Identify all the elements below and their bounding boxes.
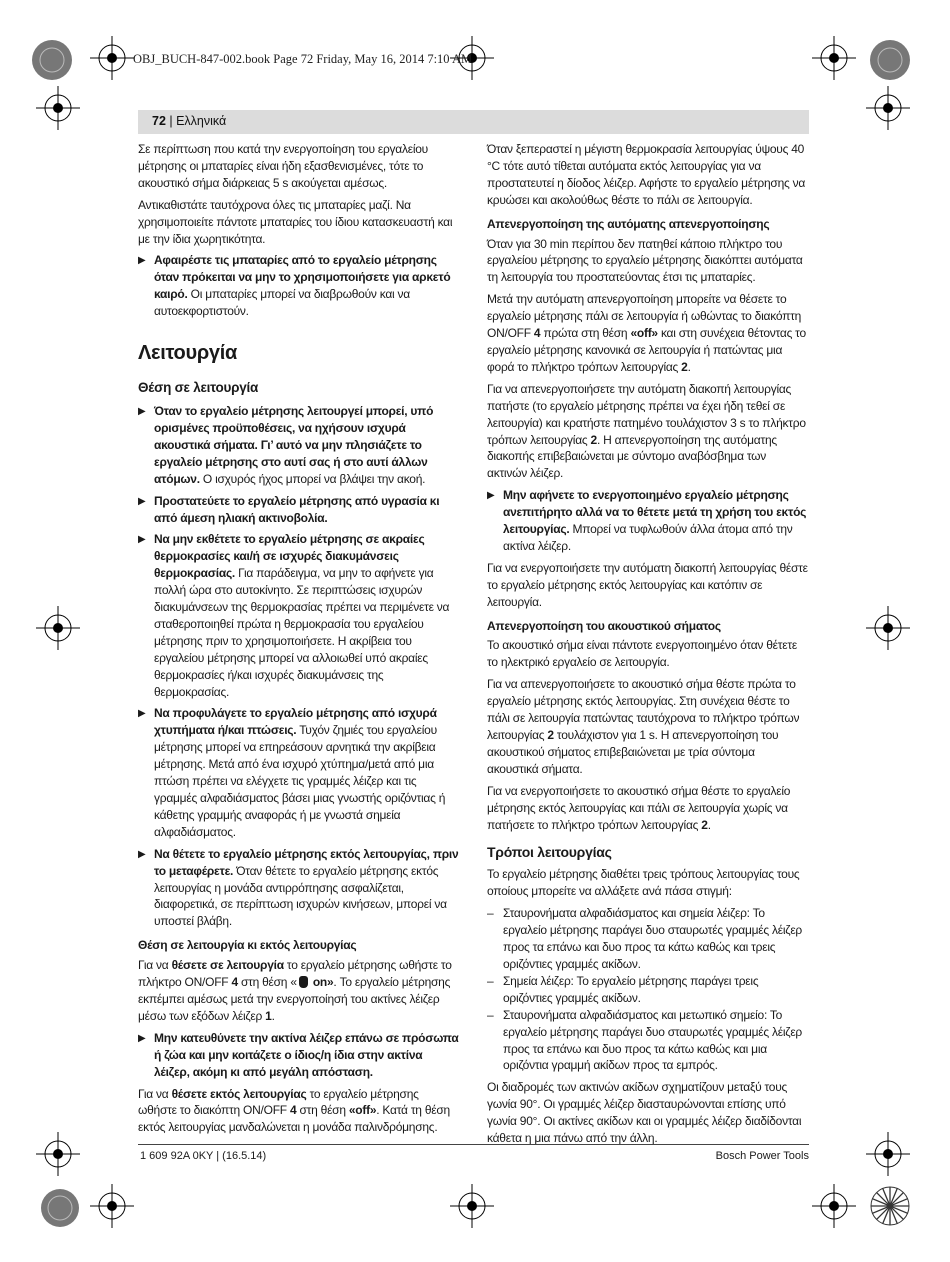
paragraph: Αντικαθιστάτε ταυτόχρονα όλες τις μπαταρίες μαζί. Να χρησιμοποιείτε πάντοτε μπαταρίες του ίδιου κατασκευαστή και με την ίδια χωρητικότητα. xyxy=(138,197,453,246)
paragraph: Για να θέσετε εκτός λειτουργίας το εργαλείο μέτρησης ωθήστε το διακόπτη ON/OFF 4 στη θέση «off». Κατά τη θέση εκτός λειτουργίας μανδαλώνεται η μονάδα παλινδρόμησης. xyxy=(138,1086,450,1135)
bullet-triangle-icon: ▶ xyxy=(138,406,146,418)
bullet-triangle-icon: ▶ xyxy=(138,534,146,546)
crosshair-mark-bottom-right-icon xyxy=(812,1184,856,1228)
list-item: – Σταυρονήματα αλφαδιάσματος και σημεία λέιζερ: Το εργαλείο μέτρησης παράγει δυο σταυρωτές γραμμές λέιζερ προς τα επάνω και δυο προς τα κάτω καθώς και τρεις οριζόντιες γραμμές ακίδων. xyxy=(487,906,802,971)
registration-mark-top-left-icon xyxy=(30,38,74,82)
subsection-title: Θέση σε λειτουργία κι εκτός λειτουργίας xyxy=(138,938,357,953)
print-slug: OBJ_BUCH-847-002.book Page 72 Friday, May 16, 2014 7:10 AM xyxy=(133,52,473,66)
subsection-title: Θέση σε λειτουργία xyxy=(138,380,259,396)
page-number: 72 xyxy=(152,114,166,128)
crosshair-mark-left-bottom-icon xyxy=(36,1132,80,1176)
paragraph: Οι διαδρομές των ακτινών ακίδων σχηματίζουν μεταξύ τους γωνία 90°. Οι γραμμές λέιζερ διασταυρώνονται επίσης υπό γωνία 90°. Οι ακτίνες ακίδων και οι γραμμές λέιζερ διαδίδονται κάθετα η μια πάνω από την άλλη. xyxy=(487,1080,802,1146)
footer-brand: Bosch Power Tools xyxy=(715,1150,809,1162)
left-column xyxy=(138,141,460,1141)
list-item: – Σταυρονήματα αλφαδιάσματος και μετωπικό σημείο: Το εργαλείο μέτρησης παράγει δυο σταυρωτές γραμμές λέιζερ προς τα επάνω και δυο προς τα κάτω καθώς και μια οριζόντια γραμμή ακίδων προς τα εμπρός. xyxy=(487,1007,802,1073)
crosshair-mark-top-right-icon xyxy=(812,36,856,80)
paragraph: Σε περίπτωση που κατά την ενεργοποίηση του εργαλείου μέτρησης οι μπαταρίες είναι ήδη εξασθενισμένες, τότε το ακουστικό σήμα διάρκειας 5 s ακούγεται αμέσως. xyxy=(138,142,428,190)
paragraph: Όταν ξεπεραστεί η μέγιστη θερμοκρασία λειτουργίας ύψους 40 °C τότε αυτό τίθεται αυτόματα εκτός λειτουργίας για να προστατευτεί η δίοδος λέιζερ. Αφήστε το εργαλείο μέτρησης να κρυώσει και ακολούθως θέστε το πάλι σε λειτουργία. xyxy=(487,142,806,207)
warning-bullet: ▶ Όταν το εργαλείο μέτρησης λειτουργεί μπορεί, υπό ορισμένες προϋποθέσεις, να ηχήσουν ισχυρά ακουστικά σήματα. Γι’ αυτό να μην πλησιάζετε το εργαλείο μέτρησης στο αυτί σας ή στο αυτί άλλων ατόμων. Ο ισχυρός ήχος μπορεί να βλάψει την ακοή. xyxy=(138,404,434,486)
crosshair-mark-right-middle-icon xyxy=(866,606,910,650)
paragraph: Για να ενεργοποιήσετε την αυτόματη διακοπή λειτουργίας θέστε το εργαλείο μέτρησης εκτός λειτουργίας και κατόπιν σε λειτουργία. xyxy=(487,560,808,609)
crosshair-mark-right-bottom-icon xyxy=(866,1132,910,1176)
bullet-triangle-icon: ▶ xyxy=(138,1032,146,1044)
paragraph: Μετά την αυτόματη απενεργοποίηση μπορείτε να θέσετε το εργαλείο μέτρησης πάλι σε λειτουργία ή ωθώντας το διακόπτη ON/OFF 4 πρώτα στη θέση «off» και στη συνέχεια θέτοντας το εργαλείο μέτρησης κανονικά σε λειτουργία ή πατώντας μια φορά το πλήκτρο τρόπων λειτουργίας 2. xyxy=(487,292,806,374)
paragraph: Το εργαλείο μέτρησης διαθέτει τρεις τρόπους λειτουργίας τους οποίους μπορείτε να αλλάξετε ανά πάσα στιγμή: xyxy=(487,867,800,899)
crosshair-mark-left-middle-icon xyxy=(36,606,80,650)
warning-bullet: ▶ Μην κατευθύνετε την ακτίνα λέιζερ επάνω σε πρόσωπα ή ζώα και μην κοιτάζετε ο ίδιος/η ίδια στην ακτίνα λέιζερ, ακόμη κι από μεγάλη απόσταση. xyxy=(138,1030,459,1079)
section-title: Λειτουργία xyxy=(138,342,237,365)
subsection-title: Τρόποι λειτουργίας xyxy=(487,844,612,861)
crosshair-mark-bottom-left-icon xyxy=(90,1184,134,1228)
subsection-title: Απενεργοποίηση της αυτόματης απενεργοποίησης xyxy=(487,216,770,231)
hand-icon xyxy=(299,976,308,988)
page-header-bar xyxy=(138,110,809,134)
crosshair-mark-left-top-icon xyxy=(36,86,80,130)
footer-doc-number: 1 609 92A 0KY | (16.5.14) xyxy=(140,1150,267,1162)
warning-bullet: ▶ Να θέτετε το εργαλείο μέτρησης εκτός λειτουργίας, πριν το μεταφέρετε. Όταν θέτετε το εργαλείο μέτρησης εκτός λειτουργίας η μονάδα αντιρρόπησης ασφαλίζεται, διαφορετικά, σε περίπτωση ισχυρών κινήσεων, μπορεί να υποστεί βλάβη. xyxy=(138,846,459,929)
bullet-triangle-icon: ▶ xyxy=(138,495,146,507)
bullet-triangle-icon: ▶ xyxy=(487,490,495,502)
crosshair-mark-right-top-icon xyxy=(866,86,910,130)
bullet-triangle-icon: ▶ xyxy=(138,255,146,267)
right-column xyxy=(487,141,809,1152)
crosshair-mark-top-left-icon xyxy=(90,36,134,80)
paragraph: Το ακουστικό σήμα είναι πάντοτε ενεργοποιημένο όταν θέτετε το ηλεκτρικό εργαλείο σε λειτουργία. xyxy=(487,638,797,670)
bullet-triangle-icon: ▶ xyxy=(138,708,146,720)
warning-bullet: ▶ Αφαιρέστε τις μπαταρίες από το εργαλείο μέτρησης όταν πρόκειται να μην το χρησιμοποιήσετε για αρκετό καιρό. Οι μπαταρίες μπορεί να διαβρωθούν και να αυτοεκφορτιστούν. xyxy=(138,253,451,319)
warning-bullet: ▶ Προστατεύετε το εργαλείο μέτρησης από υγρασία κι από άμεση ηλιακή ακτινοβολία. xyxy=(138,493,440,525)
section-name: | Ελληνικά xyxy=(165,114,227,128)
warning-bullet: ▶ Να προφυλάγετε το εργαλείο μέτρησης από ισχυρά χτυπήματα ή/και πτώσεις. Τυχόν ζημιές του εργαλείου μέτρησης μπορεί να επηρεάσουν αρνητικά την ακρίβεια μέτρησης. Μετά από ένα ισχυρό χτύπημα/μετά από μια πτώση πρέπει να ελέγχετε τις γραμμές λέιζερ και τις γραμμές αλφαδιάσματος βάσει μιας γνωστής οριζόντιας ή κάθετης γραμμής αναφοράς ή με γνωστά σημεία αλφαδιάσματος. xyxy=(138,706,446,839)
paragraph: Όταν για 30 min περίπου δεν πατηθεί κάποιο πλήκτρο του εργαλείου μέτρησης το εργαλείο μέτρησης διακόπτει αυτόματα τη λειτουργία του προστατεύοντας έτσι τις μπαταρίες. xyxy=(487,236,803,285)
footer-divider xyxy=(138,1144,809,1145)
registration-mark-bottom-left-icon xyxy=(38,1186,82,1230)
registration-wheel-bottom-right-icon xyxy=(868,1184,912,1228)
warning-bullet: ▶ Μην αφήνετε το ενεργοποιημένο εργαλείο μέτρησης ανεπιτήρητο αλλά να το θέτετε μετά τη χρήση του εκτός λειτουργίας. Μπορεί να τυφλωθούν άλλα άτομα από την ακτίνα λέιζερ. xyxy=(487,488,807,553)
paragraph: Για να απενεργοποιήσετε την αυτόματη διακοπή λειτουργίας πατήστε (το εργαλείο μέτρησης πρέπει να έχει ήδη τεθεί σε λειτουργία) και κρατήστε πατημένο τουλάχιστον 3 s το πλήκτρο τρόπων λειτουργίας 2. Η απενεργοποίηση της αυτόματης διακοπής επιβεβαιώνεται με σύντομο αναβόσβημα των ακτινών λέιζερ. xyxy=(487,381,806,481)
warning-bullet: ▶ Να μην εκθέτετε το εργαλείο μέτρησης σε ακραίες θερμοκρασίες και/ή σε ισχυρές διακυμάνσεις θερμοκρασίας. Για παράδειγμα, να μην το αφήνετε για πολλή ώρα στο αυτοκίνητο. Σε περιπτώσεις ισχυρών διακυμάνσεων της θερμοκρασίας πρέπει να περιμένετε να σταθεροποιηθεί πρώτα η θερμοκρασία του εργαλείου μέτρησης πριν το χρησιμοποιήσετε. Η ακρίβεια του εργαλείου μέτρησης μπορεί να αλλοιωθεί υπό ακραίες θερμοκρασίες ή/και ισχυρές διακυμάνσεις της θερμοκρασίας. xyxy=(138,532,450,699)
crosshair-mark-bottom-center-icon xyxy=(450,1184,494,1228)
paragraph: Για να απενεργοποιήσετε το ακουστικό σήμα θέστε πρώτα το εργαλείο μέτρησης εκτός λειτουργίας. Στη συνέχεια θέστε το πάλι σε λειτουργία πατώντας ταυτόχρονα το πλήκτρο τρόπων λειτουργίας 2 τουλάχιστον για 1 s. Η απενεργοποίηση του ακουστικού σήματος επιβεβαιώνεται με τρία σύντομα ακουστικά σήματα. xyxy=(487,677,800,776)
paragraph: Για να θέσετε σε λειτουργία το εργαλείο μέτρησης ωθήστε το πλήκτρο ON/OFF 4 στη θέση « on». Το εργαλείο μέτρησης εκπέμπει αμέσως μετά την ενεργοποίησή του ακτίνες λέιζερ μέσω των εξόδων λέιζερ 1. xyxy=(138,958,452,1023)
paragraph: Για να ενεργοποιήσετε το ακουστικό σήμα θέστε το εργαλείο μέτρησης εκτός λειτουργίας και πάλι σε λειτουργία χωρίς να πατήσετε το πλήκτρο τρόπων λειτουργίας 2. xyxy=(487,783,791,832)
page-header xyxy=(152,114,226,128)
bullet-triangle-icon: ▶ xyxy=(138,848,146,860)
list-item: – Σημεία λέιζερ: Το εργαλείο μέτρησης παράγει τρεις οριζόντιες γραμμές ακίδων. xyxy=(487,973,759,1005)
registration-mark-top-right-icon xyxy=(868,38,912,82)
subsection-title: Απενεργοποίηση του ακουστικού σήματος xyxy=(487,618,721,633)
